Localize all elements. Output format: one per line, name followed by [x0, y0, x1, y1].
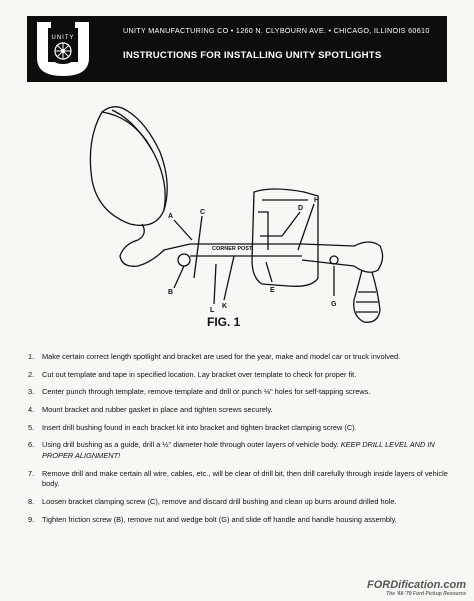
step-number: 9. — [28, 514, 35, 524]
instruction-list — [28, 352, 454, 532]
figure-caption: FIG. 1 — [207, 315, 241, 329]
instruction-step — [28, 515, 454, 526]
step-text: Remove drill and make certain all wire, cables, etc., will be clear of drill bit, then drill carefully through inside layers of vehicle body. — [42, 468, 448, 489]
callout-g: G — [331, 301, 337, 308]
instruction-step — [28, 405, 454, 416]
instruction-step — [28, 497, 454, 508]
spotlight-diagram — [72, 100, 412, 340]
step-text: Using drill bushing as a guide, drill a ½" diameter hole through outer layers of vehicle body. — [42, 440, 339, 450]
step-warning: KEEP DRILL LEVEL AND IN PROPER ALIGNMENT! — [42, 440, 435, 460]
header-banner — [27, 16, 447, 82]
instruction-step — [28, 423, 454, 434]
callout-l: L — [210, 307, 215, 314]
unity-logo — [31, 18, 95, 80]
callout-c: C — [200, 209, 206, 216]
step-number: 3. — [28, 387, 35, 397]
instruction-step — [28, 469, 454, 490]
instruction-step — [28, 387, 454, 398]
callout-e: E — [270, 287, 275, 294]
step-text: Insert drill bushing found in each bracket kit into bracket and tighten bracket clamping screw (C). — [42, 422, 357, 432]
callout-b: B — [168, 289, 174, 296]
callout-a: A — [168, 213, 174, 220]
step-number: 7. — [28, 468, 35, 478]
corner-post-label: CORNER POST — [212, 246, 253, 252]
step-number: 2. — [28, 369, 35, 379]
step-text: Tighten friction screw (B), remove nut and wedge bolt (G) and slide off handle and handle housing assembly. — [42, 514, 397, 524]
step-number: 8. — [28, 496, 35, 506]
callout-k: K — [222, 303, 228, 310]
step-text: Loosen bracket clamping screw (C), remove and discard drill bushing and clean up burrs around drilled hole. — [42, 496, 397, 506]
step-number: 6. — [28, 440, 35, 450]
instruction-step — [28, 352, 454, 363]
company-address: UNITY MANUFACTURING CO • 1260 N. CLYBOURN AVE. • CHICAGO, ILLINOIS 60610 — [123, 26, 430, 35]
step-number: 4. — [28, 405, 35, 415]
document-title: INSTRUCTIONS FOR INSTALLING UNITY SPOTLIGHTS — [123, 50, 382, 61]
svg-text:UNITY: UNITY — [51, 35, 75, 41]
step-number: 5. — [28, 422, 35, 432]
step-text: Make certain correct length spotlight and bracket are used for the year, make and model car or truck involved. — [42, 352, 401, 361]
watermark-title: FORDification.com — [366, 579, 466, 591]
callout-d: D — [298, 205, 304, 212]
instruction-step — [28, 370, 454, 381]
step-text: Mount bracket and rubber gasket in place and tighten screws securely. — [42, 405, 273, 415]
callout-h: H — [314, 197, 320, 204]
site-watermark — [367, 579, 466, 597]
step-number: 1. — [28, 352, 35, 361]
watermark-subtitle: The '48-'79 Ford Pickup Resource — [386, 591, 466, 597]
instruction-step — [28, 440, 454, 461]
step-text: Cut out template and tape in specified location. Lay bracket over template to check for proper fit. — [42, 369, 357, 379]
step-text: Center punch through template, remove template and drill or punch ⅛" holes for self-tapping screws. — [42, 387, 371, 397]
